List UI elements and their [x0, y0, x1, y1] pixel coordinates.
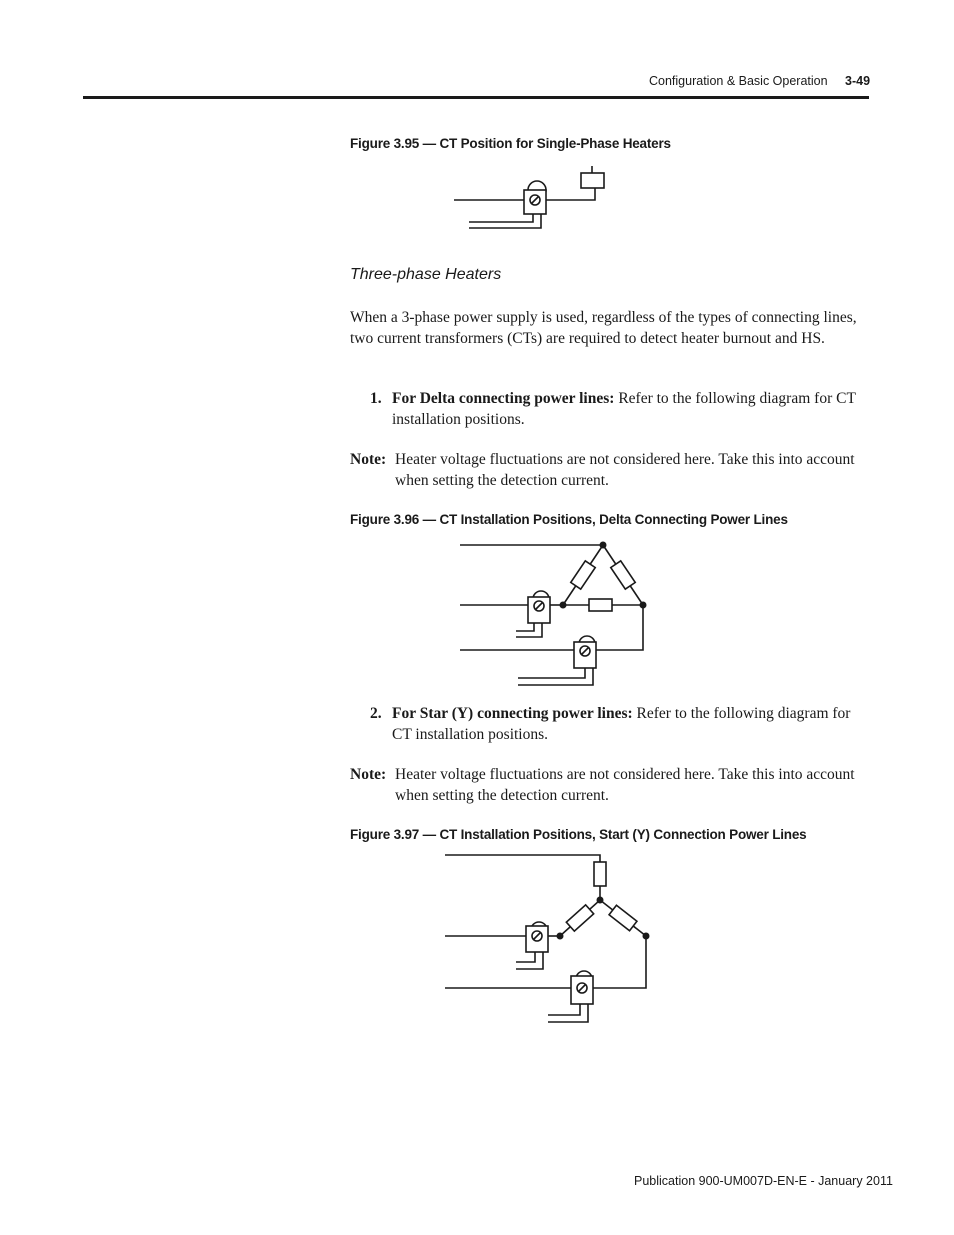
note [350, 450, 870, 491]
heater-resistor-icon [566, 905, 593, 931]
note-text: Heater voltage fluctuations are not considered here. Take this into account when setting the detection current. [395, 766, 855, 804]
current-transformer-icon [571, 971, 593, 1004]
intro-paragraph: When a 3-phase power supply is used, regardless of the types of connecting lines, two current transformers (CTs) are required to detect heater burnout and HS. [350, 309, 857, 347]
current-transformer-icon [524, 181, 546, 214]
single-phase-ct-diagram [440, 160, 630, 250]
step-lead: For Delta connecting power lines: [392, 390, 615, 407]
note-label: Note: [350, 451, 387, 468]
heater-resistor-icon [611, 561, 635, 589]
step-number: 1. [370, 390, 382, 407]
heater-resistor-icon [589, 599, 612, 611]
publication-footer: Publication 900-UM007D-EN-E - January 2011 [634, 1174, 893, 1188]
running-header-title: Configuration & Basic Operation [649, 74, 828, 88]
step-star [350, 704, 870, 745]
header-rule [83, 96, 869, 99]
heater-resistor-icon [609, 905, 637, 930]
delta-ct-diagram [450, 535, 660, 695]
figure-caption: Figure 3.95 — CT Position for Single-Phase Heaters [350, 136, 671, 151]
heater-resistor-icon [571, 561, 595, 589]
step-number: 2. [370, 705, 382, 722]
heater-resistor-icon [581, 173, 604, 188]
figure-caption: Figure 3.97 — CT Installation Positions, Start (Y) Connection Power Lines [350, 827, 807, 842]
heater-resistor-icon [594, 862, 606, 886]
note-text: Heater voltage fluctuations are not considered here. Take this into account when setting the detection current. [395, 451, 855, 489]
page-number: 3-49 [845, 74, 871, 88]
step-text: Refer to the following diagram for CT installation positions. [392, 390, 856, 428]
step-text: Refer to the following diagram for CT installation positions. [392, 705, 851, 743]
figure-caption: Figure 3.96 — CT Installation Positions, Delta Connecting Power Lines [350, 512, 788, 527]
current-transformer-icon [574, 636, 596, 668]
star-ct-diagram [435, 850, 665, 1030]
section-heading: Three-phase Heaters [350, 266, 502, 283]
step-delta [350, 389, 870, 430]
step-lead: For Star (Y) connecting power lines: [392, 705, 633, 722]
note-label: Note: [350, 766, 387, 783]
current-transformer-icon [528, 591, 550, 623]
current-transformer-icon [526, 922, 548, 952]
note [350, 765, 870, 806]
